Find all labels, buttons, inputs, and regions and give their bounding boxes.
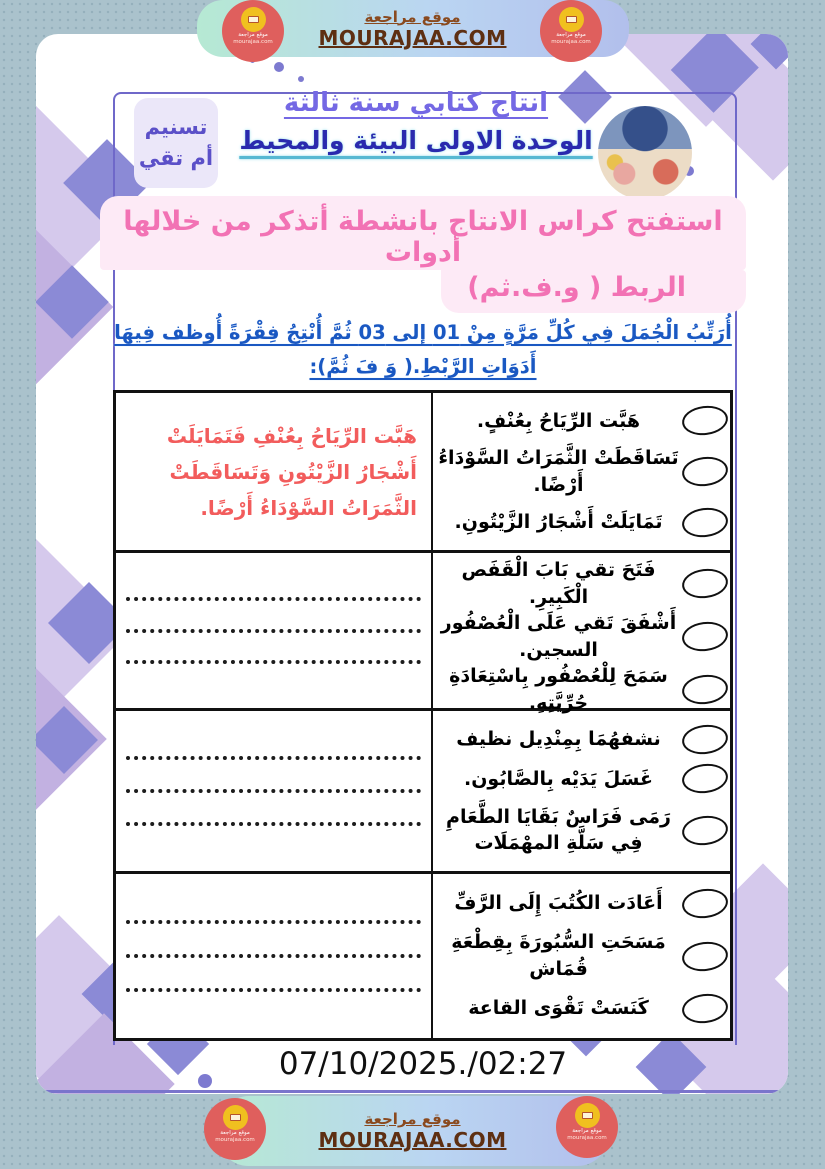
sentence-text: كَنَسَتْ تَقْوَى القاعة — [468, 997, 649, 1019]
order-circle[interactable] — [680, 813, 729, 847]
sentence-item — [437, 929, 728, 982]
logo-text-ar: موقع مراجعة — [220, 1130, 250, 1136]
pink-instruction-line1: استفتح كراس الانتاج بانشطة أتذكر من خلالها أدوات — [100, 196, 746, 270]
sentence-text: مَسَحَتِ السُّبُورَةَ بِقِطْعَةِ قُمَاش — [451, 931, 666, 980]
blue-instruction-box — [106, 316, 740, 384]
order-circle[interactable] — [680, 887, 729, 921]
sentence-item — [437, 610, 728, 663]
sentence-item — [437, 508, 728, 537]
site-domain-link[interactable]: MOURAJAA.COM — [318, 1128, 507, 1152]
logo-text-ar: موقع مراجعة — [572, 1128, 602, 1134]
top-banner — [0, 0, 825, 58]
sentence-item — [437, 994, 728, 1023]
logo-text-ar: موقع مراجعة — [556, 32, 586, 38]
answer-dotted-line[interactable] — [126, 822, 421, 826]
worksheet-page — [36, 34, 788, 1094]
sentence-text: نشفهُمَا بِمِنْدِيل نظيف — [456, 728, 661, 751]
order-circle[interactable] — [680, 991, 729, 1025]
answer-dotted-line[interactable] — [126, 954, 421, 958]
sentence-text: تَمَايَلَتْ أَشْجَارُ الزَّيْتُونِ. — [454, 510, 663, 533]
sentence-item — [437, 406, 728, 435]
blue-instruction-line2: أَدَوَاتِ الرَّبْطِ.( وَ فَ ثُمَّ): — [309, 355, 537, 379]
sentence-text: أَعَادَت الكُتُبَ إِلَى الرَّفِّ — [454, 892, 663, 915]
student-name-line2: أم تقي — [138, 146, 214, 170]
order-circle[interactable] — [680, 723, 729, 757]
ink-splatter — [274, 62, 284, 72]
page-title: انتاج كتابي سنة ثالثة — [283, 88, 549, 118]
answer-dotted-line[interactable] — [126, 988, 421, 992]
bottom-banner-pill — [217, 1096, 609, 1166]
answer-dotted-line[interactable] — [126, 789, 421, 793]
mourajaa-logo-icon — [556, 1096, 618, 1158]
sentence-text: غَسَلَ يَدَيْه بِالصَّابُون. — [463, 767, 653, 790]
pink-instruction-line2: الربط ( و.ف.ثم) — [441, 270, 746, 313]
order-circle[interactable] — [680, 620, 729, 654]
blue-instruction-line1: أُرَتِّبُ الْجُمَلَ فِي كُلِّ مَرَّةٍ مِنْ 01 إلى 03 ثُمَّ أُنْتِجُ فِقْرَةً أُوظف فِيهَا — [114, 321, 732, 344]
sentence-text: سَمَحَ لِلْعُصْفُور بِاسْتِعَادَةِ حُرِّيَّتِهِ. — [449, 665, 668, 714]
site-domain-link[interactable]: MOURAJAA.COM — [318, 25, 507, 50]
timestamp: 07/10/2025./02:27 — [278, 1046, 568, 1082]
sentences-cell-row2 — [431, 553, 730, 714]
answer-dotted-line[interactable] — [126, 756, 421, 760]
order-circle[interactable] — [680, 566, 729, 600]
mourajaa-logo-icon — [204, 1098, 266, 1160]
logo-text-domain: mourajaa.com — [215, 1136, 255, 1143]
answer-dotted-line[interactable] — [126, 629, 421, 633]
book-icon — [559, 7, 584, 32]
order-circle[interactable] — [680, 673, 729, 707]
header-titles — [206, 88, 626, 155]
exercise-table — [113, 390, 733, 1041]
sentence-item — [437, 804, 728, 857]
sentence-item — [437, 889, 728, 918]
page-subtitle: الوحدة الاولى البيئة والمحيط — [239, 126, 593, 155]
order-circle[interactable] — [680, 454, 729, 488]
logo-text-ar: موقع مراجعة — [238, 32, 268, 38]
answer-dotted-line[interactable] — [126, 597, 421, 601]
book-icon — [223, 1105, 248, 1130]
logo-text-domain: mourajaa.com — [551, 38, 591, 45]
logo-text-domain: mourajaa.com — [233, 38, 273, 45]
mourajaa-logo-icon — [222, 0, 284, 62]
mourajaa-logo-icon — [540, 0, 602, 62]
sentence-item — [437, 663, 728, 716]
book-icon — [575, 1103, 600, 1128]
sentences-cell-row3 — [431, 711, 730, 874]
pink-instruction-box — [100, 196, 746, 313]
sentence-item — [437, 725, 728, 754]
answer-dotted-line[interactable] — [126, 920, 421, 924]
sentence-text: هَبَّت الرِّيَاحُ بِعُنْفٍ. — [476, 409, 641, 432]
logo-text-domain: mourajaa.com — [567, 1134, 607, 1141]
answer-cell-row3 — [116, 711, 431, 874]
sentence-text: رَمَى فَرَاسٌ بَقَايَا الطَّعَامِ فِي سَلَّةِ المهْمَلَات — [446, 805, 671, 855]
ink-splatter — [298, 76, 304, 82]
answer-cell-row4 — [116, 874, 431, 1038]
children-avatar-image — [598, 106, 692, 200]
bottom-divider-line — [36, 1090, 788, 1093]
sentence-item — [437, 764, 728, 793]
site-name-arabic[interactable]: موقع مراجعة — [364, 7, 461, 26]
answer-cell-row1 — [116, 393, 431, 553]
sentence-item — [437, 557, 728, 610]
answer-dotted-line[interactable] — [126, 660, 421, 664]
sentences-cell-row4 — [431, 874, 730, 1038]
student-name-line1: تسنيم — [144, 114, 208, 139]
sentences-cell-row1 — [431, 393, 730, 553]
order-circle[interactable] — [680, 939, 729, 973]
order-circle[interactable] — [680, 505, 729, 539]
sentence-text: فَتَحَ تقي بَابَ الْقَفَص الْكَبِيرِ. — [461, 559, 656, 608]
order-circle[interactable] — [680, 762, 729, 796]
bottom-banner — [0, 1094, 825, 1169]
answer-paragraph: هَبَّت الرِّيَاحُ بِعُنْفِ فَتَمَايَلَتْ أَشْجَارُ الزَّيْتُونِ وَتَسَاقَطَتْ الثَّمَرَاتُ السَّوْدَاءُ أَرْضًا. — [166, 423, 417, 520]
sentence-item — [437, 445, 728, 498]
order-circle[interactable] — [680, 404, 729, 438]
sentence-text: تَسَاقَطَتْ الثَّمَرَاتُ السَّوْدَاءُ أَرْضًا. — [438, 446, 679, 496]
site-name-arabic[interactable]: موقع مراجعة — [364, 1110, 461, 1128]
answer-cell-row2 — [116, 553, 431, 711]
sentence-text: أَشْفَقَ تَقي عَلَى الْعُصْفُور السجين. — [440, 612, 677, 661]
book-icon — [241, 7, 266, 32]
